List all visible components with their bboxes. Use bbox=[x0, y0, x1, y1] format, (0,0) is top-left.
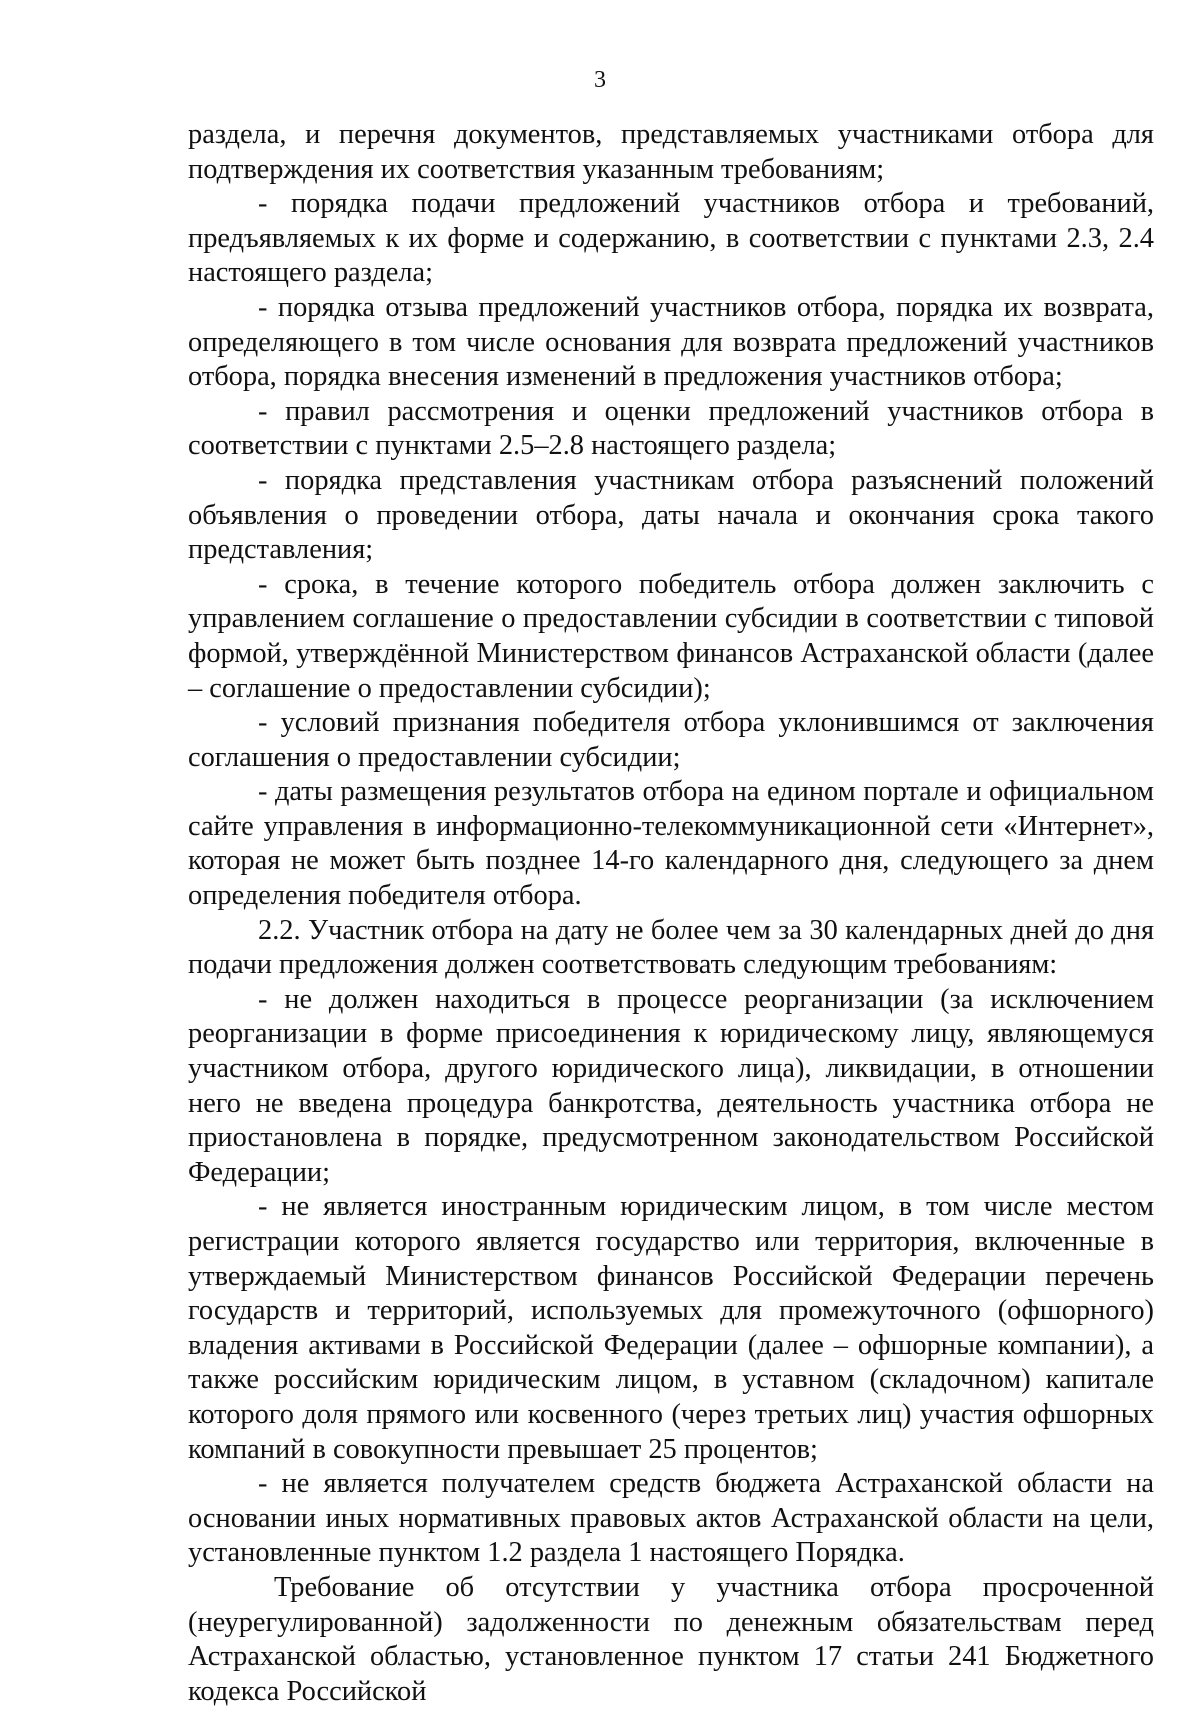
paragraph: - условий признания победителя отбора уклонившимся от заключения соглашения о предоставлении субсидии; bbox=[188, 707, 1154, 773]
paragraph: - не должен находиться в процессе реорганизации (за исключением реорганизации в форме присоединения к юридическому лицу, являющемуся участником отбора, другого юридического лица), ликвидации, в отношении него не введена процедура банкротства, деятельность участника отбора не приостановлена в порядке, предусмотренном законодательством Российской Федерации; bbox=[188, 983, 1154, 1188]
paragraph: - не является иностранным юридическим лицом, в том числе местом регистрации которого является государство или территория, включенные в утверждаемый Министерством финансов Российской Федерации перечень государств и территорий, используемых для промежуточного (офшорного) владения активами в Российской Федерации (далее – офшорные компании), а также российским юридическим лицом, в уставном (складочном) капитале которого доля прямого или косвенного (через третьих лиц) участия офшорных компаний в совокупности превышает 25 процентов; bbox=[188, 1191, 1154, 1465]
paragraph: - срока, в течение которого победитель отбора должен заключить с управлением соглашение о предоставлении субсидии в соответствии с типовой формой, утверждённой Министерством финансов Астраханской области (далее – соглашение о предоставлении субсидии); bbox=[188, 568, 1154, 704]
paragraph: 2.2. Участник отбора на дату не более чем за 30 календарных дней до дня подачи предложения должен соответствовать следующим требованиям: bbox=[188, 914, 1154, 981]
paragraph: - порядка подачи предложений участников отбора и требований, предъявляемых к их форме и содержанию, в соответствии с пунктами 2.3, 2.4 настоящего раздела; bbox=[188, 188, 1154, 289]
paragraph: - даты размещения результатов отбора на едином портале и официальном сайте управления в информационно-телекоммуникационной сети «Интернет», которая не может быть позднее 14-го календарного дня, следующего за днем определения победителя отбора. bbox=[188, 776, 1154, 912]
page-number: 3 bbox=[594, 67, 606, 93]
document-body bbox=[188, 118, 1154, 1709]
paragraph: - порядка отзыва предложений участников отбора, порядка их возврата, определяющего в том числе основания для возврата предложений участников отбора, порядка внесения изменений в предложения участников отбора; bbox=[188, 291, 1154, 393]
paragraph: - не является получателем средств бюджета Астраханской области на основании иных нормативных правовых актов Астраханской области на цели, установленные пунктом 1.2 раздела 1 настоящего Порядка. bbox=[188, 1468, 1154, 1569]
paragraph: - правил рассмотрения и оценки предложений участников отбора в соответствии с пунктами 2.5–2.8 настоящего раздела; bbox=[188, 395, 1154, 462]
paragraph: Требование об отсутствии у участника отбора просроченной (неурегулированной) задолженности по денежным обязательствам перед Астраханской областью, установленное пунктом 17 статьи 241 Бюджетного кодекса Российской bbox=[188, 1571, 1154, 1707]
paragraph: - порядка представления участникам отбора разъяснений положений объявления о проведении отбора, даты начала и окончания срока такого представления; bbox=[188, 464, 1154, 566]
paragraph: раздела, и перечня документов, представляемых участниками отбора для подтверждения их соответствия указанным требованиям; bbox=[188, 119, 1154, 185]
